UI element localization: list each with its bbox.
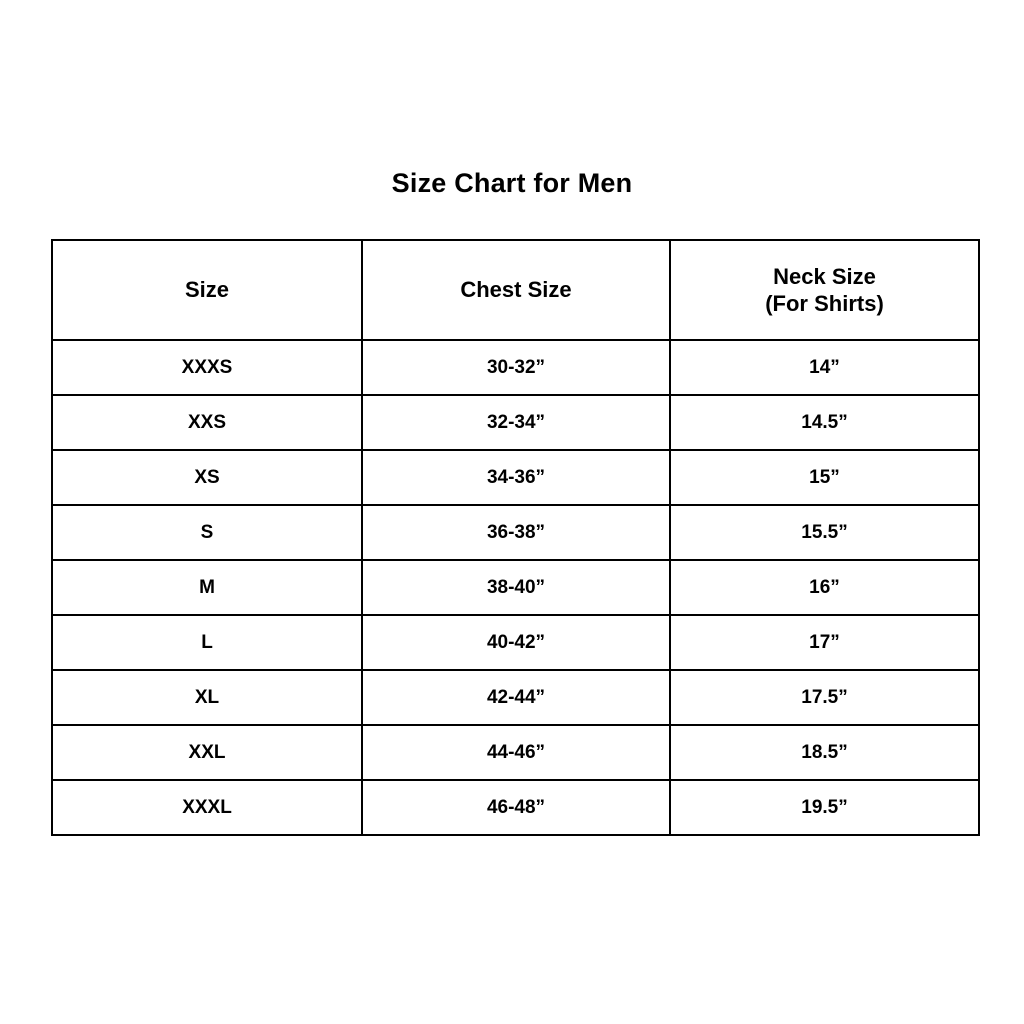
column-header-size [52, 240, 362, 340]
cell-chest: 32-34” [362, 395, 670, 450]
cell-neck: 17” [670, 615, 979, 670]
table-header-row [52, 240, 979, 340]
column-header-neck-sublabel: (For Shirts) [765, 291, 884, 316]
cell-chest: 42-44” [362, 670, 670, 725]
cell-chest: 36-38” [362, 505, 670, 560]
cell-size: XL [52, 670, 362, 725]
column-header-chest-label: Chest Size [460, 277, 572, 303]
cell-size: XXXS [52, 340, 362, 395]
cell-chest: 34-36” [362, 450, 670, 505]
cell-neck: 15.5” [670, 505, 979, 560]
cell-size: XXXL [52, 780, 362, 835]
table-row [52, 340, 979, 395]
table-row [52, 670, 979, 725]
cell-neck: 16” [670, 560, 979, 615]
table-row [52, 560, 979, 615]
cell-size: XXS [52, 395, 362, 450]
column-header-size-label: Size [184, 277, 230, 303]
table-row [52, 395, 979, 450]
cell-neck: 14.5” [670, 395, 979, 450]
table-body [52, 340, 979, 835]
cell-size: M [52, 560, 362, 615]
table-row [52, 780, 979, 835]
table-row [52, 615, 979, 670]
cell-neck: 15” [670, 450, 979, 505]
column-header-neck-label: Neck Size [773, 263, 876, 289]
table-row [52, 505, 979, 560]
table-row [52, 725, 979, 780]
column-header-chest [362, 240, 670, 340]
cell-size: L [52, 615, 362, 670]
cell-size: S [52, 505, 362, 560]
cell-size: XXL [52, 725, 362, 780]
page-title: Size Chart for Men [391, 168, 633, 198]
table-header [52, 240, 979, 340]
table-row [52, 450, 979, 505]
cell-chest: 30-32” [362, 340, 670, 395]
column-header-neck [670, 240, 979, 340]
cell-chest: 44-46” [362, 725, 670, 780]
cell-size: XS [52, 450, 362, 505]
cell-neck: 14” [670, 340, 979, 395]
cell-chest: 40-42” [362, 615, 670, 670]
cell-neck: 17.5” [670, 670, 979, 725]
cell-chest: 38-40” [362, 560, 670, 615]
cell-chest: 46-48” [362, 780, 670, 835]
cell-neck: 18.5” [670, 725, 979, 780]
size-chart-table [51, 239, 980, 836]
cell-neck: 19.5” [670, 780, 979, 835]
